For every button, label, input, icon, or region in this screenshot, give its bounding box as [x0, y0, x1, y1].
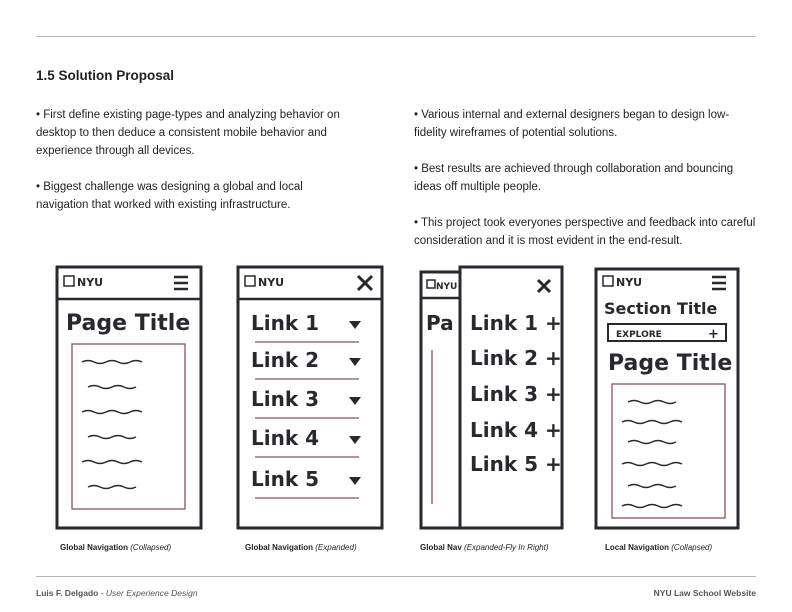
caption-sub: (Collapsed) — [130, 543, 172, 552]
logo-box-icon — [245, 276, 255, 286]
link-item: Link 2 + — [470, 346, 562, 370]
sketch-global-nav-expanded — [229, 264, 409, 532]
footer-project: NYU Law School Website — [653, 588, 756, 598]
hamburger-icon — [174, 277, 188, 289]
bottom-rule — [36, 576, 756, 577]
caption-global-nav-fly-in — [420, 543, 549, 552]
caption-global-nav-expanded — [245, 543, 357, 552]
caption-title: Global Nav — [420, 543, 462, 552]
sketch-global-nav-fly-in — [412, 264, 592, 532]
explore-label: EXPLORE — [616, 330, 662, 340]
section-title: 1.5 Solution Proposal — [36, 68, 175, 83]
top-rule — [36, 36, 756, 37]
left-paragraph-1: • First define existing page-types and analyzing behavior on desktop to then deduce a consistent mobile behavior and experience through all devices. — [36, 109, 340, 157]
triangle-down-icon — [349, 397, 361, 405]
footer-separator: - — [98, 588, 106, 598]
caption-local-nav-collapsed — [605, 543, 712, 552]
caption-sub: (Expanded) — [315, 543, 357, 552]
logo-box-icon — [427, 280, 435, 288]
caption-title: Global Navigation — [245, 543, 314, 552]
triangle-down-icon — [349, 321, 361, 329]
right-paragraph-1: • Various internal and external designers began to design low-fidelity wireframes of potential solutions. — [414, 109, 730, 139]
content-placeholder — [72, 344, 185, 509]
sketch-logo: NYU — [616, 276, 643, 289]
caption-sub: (Collapsed) — [671, 543, 713, 552]
sketch-page-title: Page Title — [66, 311, 191, 336]
right-paragraph-2: • Best results are achieved through collaboration and bouncing ideas off multiple people. — [414, 163, 734, 193]
link-item: Link 1 — [251, 311, 320, 335]
caption-title: Global Navigation — [60, 543, 129, 552]
sketch-logo: NYU — [77, 276, 104, 289]
link-item: Link 4 — [251, 426, 320, 450]
sketch-local-nav-collapsed — [590, 264, 770, 532]
logo-box-icon — [64, 276, 74, 286]
footer-author-block — [36, 588, 198, 598]
close-icon — [358, 276, 372, 290]
sketch-page-title: Page Title — [608, 351, 733, 376]
sketch-global-nav-collapsed — [48, 264, 228, 532]
link-item: Link 4 + — [470, 418, 562, 442]
sketch-logo: NYU — [258, 276, 285, 289]
triangle-down-icon — [349, 436, 361, 444]
footer-role: User Experience Design — [105, 588, 198, 598]
link-item: Link 3 + — [470, 382, 562, 406]
caption-title: Local Navigation — [605, 543, 670, 552]
caption-sub: (Expanded-Fly In Right) — [464, 543, 549, 552]
triangle-down-icon — [349, 358, 361, 366]
plus-icon: + — [708, 327, 719, 342]
sketch-section-title: Section Title — [604, 299, 718, 318]
link-item: Link 3 — [251, 387, 320, 411]
link-item: Link 2 — [251, 348, 320, 372]
hamburger-icon — [712, 277, 726, 289]
caption-global-nav-collapsed — [60, 543, 171, 552]
link-item: Link 1 + — [470, 311, 562, 335]
logo-box-icon — [603, 276, 613, 286]
left-paragraph-2: • Biggest challenge was designing a global and local navigation that worked with existing infrastructure. — [36, 181, 303, 211]
content-squiggles — [82, 361, 142, 489]
link-list — [251, 311, 361, 498]
triangle-down-icon — [349, 477, 361, 485]
right-paragraph-3: • This project took everyones perspective and feedback into careful consideration and it is most evident in the end-result. — [414, 217, 756, 247]
content-squiggles — [622, 401, 682, 508]
sketch-page-title-fragment: Pa — [426, 311, 454, 335]
footer-author: Luis F. Delgado — [36, 588, 99, 598]
link-item: Link 5 — [251, 467, 320, 491]
link-item: Link 5 + — [470, 452, 562, 476]
sketch-logo: NYU — [436, 282, 458, 292]
